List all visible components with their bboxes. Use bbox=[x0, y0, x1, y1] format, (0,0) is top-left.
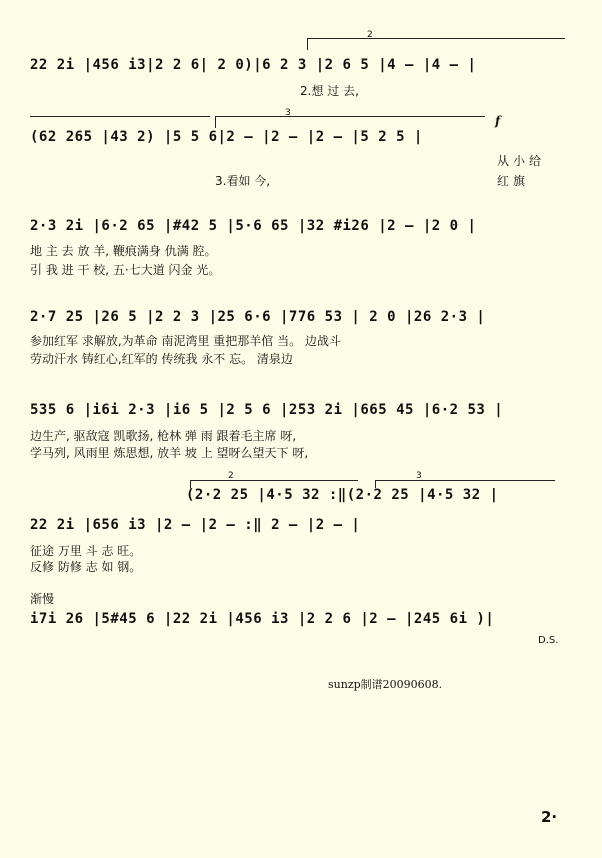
row6-repeat-notes: (2·2 25 |4·5 32 :‖(2·2 25 |4·5 32 | bbox=[186, 487, 499, 503]
row6-lyric-2: 反修 防修 志 如 钢。 bbox=[30, 560, 142, 574]
tempo-mark: 渐慢 bbox=[30, 592, 55, 606]
row2-lyric-a: 从小给 bbox=[497, 154, 546, 168]
row1-notes: 22 2i |456 i3|2 2 6| 2 0)|6 2 3 |2 6 5 |4 – |4 – | bbox=[30, 57, 477, 73]
row2-notes: (62 265 |43 2) |5 5 6|2 – |2 – |2 – |5 2 5 | bbox=[30, 129, 423, 145]
row1-ending-bracket bbox=[307, 38, 565, 39]
row2-top-line bbox=[30, 116, 210, 117]
row5-notes: 535 6 |i6i 2·3 |i6 5 |2 5 6 |253 2i |665 45 |6·2 53 | bbox=[30, 402, 504, 418]
row1-lyrics: 2.想 过 去, bbox=[300, 84, 359, 98]
row2-ending-bracket bbox=[215, 116, 485, 117]
row1-ending-number: 2 bbox=[367, 30, 373, 40]
row6-ending-a-number: 2 bbox=[228, 471, 234, 481]
row4-lyric-1: 参加红军 求解放,为革命 南泥湾里 重把那羊倌 当。 边战斗 bbox=[30, 334, 341, 348]
row3-notes: 2·3 2i |6·2 65 |#42 5 |5·6 65 |32 #i26 |2 – |2 0 | bbox=[30, 218, 477, 234]
row7-notes: i7i 26 |5#45 6 |22 2i |456 i3 |2 2 6 |2 – |245 6i )| bbox=[30, 611, 495, 627]
row5-lyric-1: 边生产, 驱敌寇 凯歌扬, 枪林 弹 雨 跟着毛主席 呀, bbox=[30, 429, 297, 443]
row3-lyric-1: 地 主 去 放 羊, 鞭痕满身 仇满 腔。 bbox=[30, 244, 217, 258]
row6-lyric-1: 征途 万里 斗 志 旺。 bbox=[30, 544, 142, 558]
row5-lyric-2: 学马列, 风雨里 炼思想, 放羊 坡 上 望呀么望天下 呀, bbox=[30, 446, 309, 460]
row1-ending-tick bbox=[307, 38, 308, 50]
row6-ending-a bbox=[190, 480, 358, 481]
credit-line: sunzp制谱20090608. bbox=[328, 678, 443, 691]
row4-lyric-2: 劳动汗水 铸红心,红军的 传统我 永不 忘。 清泉边 bbox=[30, 352, 293, 366]
row2-lyric-c: 红旗 bbox=[497, 174, 530, 188]
row6-notes: 22 2i |656 i3 |2 – |2 – :‖ 2 – |2 – | bbox=[30, 517, 361, 533]
row2-ending-tick bbox=[215, 116, 216, 128]
page-number: 2· bbox=[541, 808, 558, 826]
row6-ending-b bbox=[375, 480, 555, 481]
row3-lyric-2: 引 我 进 干 校, 五·七大道 闪金 光。 bbox=[30, 263, 221, 277]
forte-mark: f bbox=[495, 114, 501, 128]
ds-mark: D.S. bbox=[538, 635, 559, 646]
row2-lyric-b: 3.看如 今, bbox=[215, 174, 271, 188]
row6-ending-b-number: 3 bbox=[416, 471, 422, 481]
row2-ending-number: 3 bbox=[285, 108, 291, 118]
row4-notes: 2·7 25 |26 5 |2 2 3 |25 6·6 |776 53 | 2 0 |26 2·3 | bbox=[30, 309, 486, 325]
